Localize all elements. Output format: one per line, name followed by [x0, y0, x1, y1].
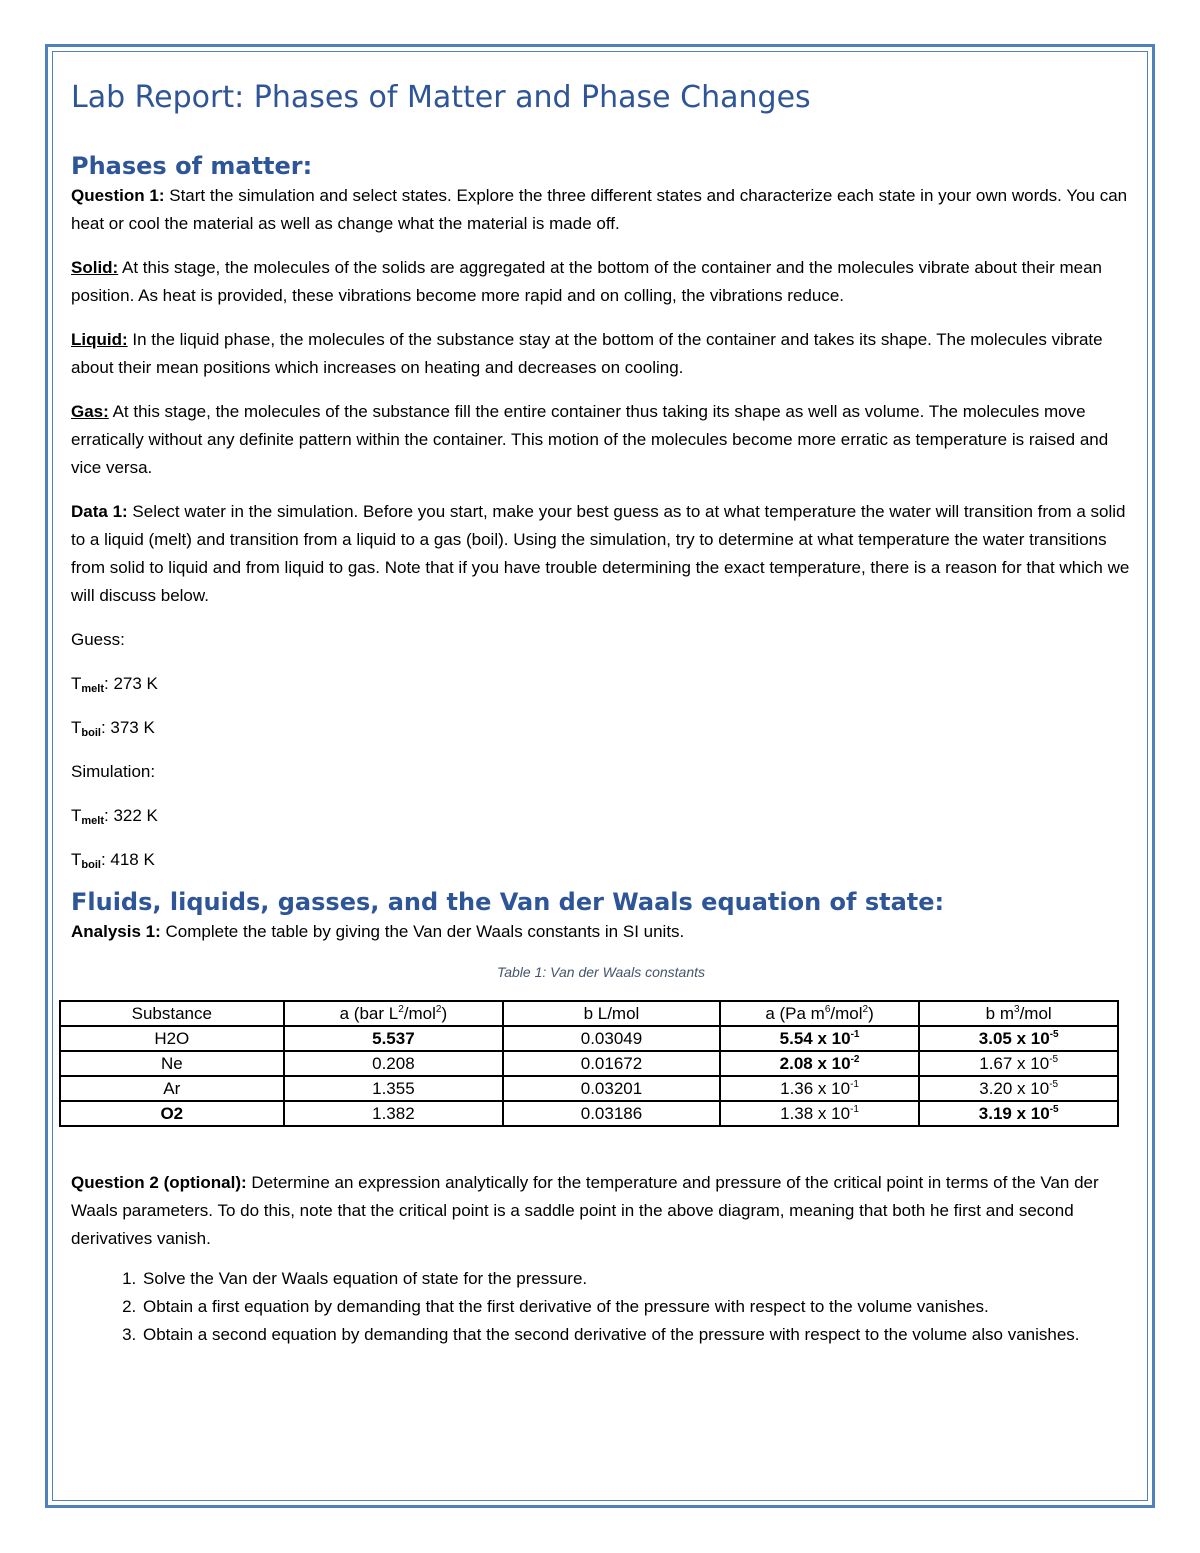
- cell-b-m: 3.20 x $10^{-5}$: [919, 1076, 1118, 1101]
- section-heading-phases: [71, 150, 1131, 182]
- t-symbol: T: [71, 718, 82, 737]
- cell-a-bar: 1.382: [284, 1101, 504, 1126]
- header-a-bar: a (bar $L^2/mol^2$): [284, 1001, 504, 1026]
- cell-a-bar: 1.355: [284, 1076, 504, 1101]
- boil-subscript: boil: [81, 859, 101, 871]
- boil-subscript: boil: [81, 727, 101, 739]
- solid-description: [71, 254, 1131, 310]
- guess-melt: [71, 670, 1131, 698]
- table-row: [60, 1076, 1118, 1101]
- heading-colon: :: [934, 888, 945, 916]
- header-b-l: b L/mol: [503, 1001, 720, 1026]
- gas-text: At this stage, the molecules of the substance fill the entire container thus taking its shape as well as volume. The molecules move erratically without any definite pattern within the container. This motion of the molecules become more erratic as temperature is raised and vice versa.: [71, 402, 1109, 477]
- gas-description: [71, 398, 1131, 482]
- header-substance: Substance: [60, 1001, 284, 1026]
- gas-label: Gas:: [71, 402, 109, 421]
- cell-b-l: 0.03049: [503, 1026, 720, 1051]
- solid-label: Solid:: [71, 258, 119, 277]
- liquid-text: In the liquid phase, the molecules of the substance stay at the bottom of the container and takes its shape. The molecules vibrate about their mean positions which increases on heating and decreases on cooling.: [71, 330, 1103, 377]
- liquid-label: Liquid:: [71, 330, 128, 349]
- table-caption: Table 1: Van der Waals constants: [496, 964, 706, 980]
- data-1-label: Data 1:: [71, 502, 128, 521]
- cell-substance: H2O: [60, 1026, 284, 1051]
- sim-boil-value: : 418 K: [100, 850, 155, 869]
- cell-b-m: 1.67 x $10^{-5}$: [919, 1051, 1118, 1076]
- guess-melt-value: : 273 K: [104, 674, 158, 693]
- solid-text: At this stage, the molecules of the solids are aggregated at the bottom of the container and the molecules vibrate about their mean position. As heat is provided, these vibrations become more rapid and on colling, the vibrations reduce.: [71, 258, 1102, 305]
- sim-boil: [71, 846, 1131, 874]
- simulation-label: Simulation:: [71, 762, 156, 781]
- steps-list: [71, 1265, 1131, 1349]
- question-1-label: Question 1:: [71, 186, 165, 205]
- list-item: 3. Obtain a second equation by demanding that the second derivative of the pressure with respect to the volume also vanishes.: [141, 1321, 1131, 1349]
- heading-colon: :: [302, 152, 313, 180]
- liquid-description: [71, 326, 1131, 382]
- vdw-constants-table: [59, 1000, 1119, 1127]
- cell-b-m: 3.05 x $10^{-5}$: [919, 1026, 1118, 1051]
- question-1: [71, 182, 1131, 238]
- analysis-1-label: Analysis 1:: [71, 922, 161, 941]
- t-symbol: T: [71, 674, 82, 693]
- cell-b-l: 0.03201: [503, 1076, 720, 1101]
- guess-boil-value: : 373 K: [100, 718, 155, 737]
- question-2-text: Determine an expression analytically for the temperature and pressure of the critical point in terms of the Van der Waals parameters. To do this, note that the critical point is a saddle point in the above diagram, meaning that both he first and second derivatives vanish.: [71, 1173, 1099, 1248]
- cell-b-l: 0.01672: [503, 1051, 720, 1076]
- cell-b-l: 0.03186: [503, 1101, 720, 1126]
- heading-text: Phases of matter: [71, 152, 303, 180]
- sim-melt: [71, 802, 1131, 830]
- cell-a-pa: 1.38 x $10^{-1}$: [720, 1101, 920, 1126]
- melt-subscript: melt: [81, 683, 105, 695]
- melt-subscript: melt: [81, 815, 105, 827]
- cell-a-bar: 0.208: [284, 1051, 504, 1076]
- header-a-pa: a (Pa $m^6/mol^2$): [720, 1001, 920, 1026]
- cell-a-pa: 5.54 x $10^{-1}$: [720, 1026, 920, 1051]
- cell-substance: Ar: [60, 1076, 284, 1101]
- analysis-1-text: Complete the table by giving the Van der Waals constants in SI units.: [160, 922, 685, 941]
- question-1-text: Start the simulation and select states. Explore the three different states and characterize each state in your own words. You can heat or cool the material as well as change what the material is made off.: [71, 186, 1128, 233]
- cell-a-bar: 5.537: [284, 1026, 504, 1051]
- header-b-m: b $m^3$/mol: [919, 1001, 1118, 1026]
- sim-melt-value: : 322 K: [104, 806, 158, 825]
- page-title: Lab Report: Phases of Matter and Phase Changes: [71, 80, 811, 115]
- list-item: 2. Obtain a first equation by demanding that the first derivative of the pressure with respect to the volume vanishes.: [141, 1293, 1131, 1321]
- t-symbol: T: [71, 806, 82, 825]
- table-row: [60, 1026, 1118, 1051]
- cell-a-pa: 2.08 x $10^{-2}$: [720, 1051, 920, 1076]
- t-symbol: T: [71, 850, 82, 869]
- question-2: [71, 1169, 1131, 1253]
- question-2-label: Question 2 (optional):: [71, 1173, 247, 1192]
- cell-a-pa: 1.36 x $10^{-1}$: [720, 1076, 920, 1101]
- guess-label: Guess:: [71, 630, 125, 649]
- section-heading-vdw: [71, 886, 1131, 918]
- table-row: [60, 1051, 1118, 1076]
- table-header-row: [60, 1001, 1118, 1026]
- cell-b-m: 3.19 x $10^{-5}$: [919, 1101, 1118, 1126]
- analysis-1: [71, 918, 1131, 946]
- data-1: [71, 498, 1131, 610]
- list-item: 1. Solve the Van der Waals equation of state for the pressure.: [141, 1265, 1131, 1293]
- cell-substance: O2: [60, 1101, 284, 1126]
- cell-substance: Ne: [60, 1051, 284, 1076]
- guess-boil: [71, 714, 1131, 742]
- table-row: [60, 1101, 1118, 1126]
- document-body: [71, 76, 1131, 1349]
- data-1-text: Select water in the simulation. Before you start, make your best guess as to at what temperature the water will transition from a solid to a liquid (melt) and transition from a liquid to a gas (boil). Using the simulation, try to determine at what temperature the water transitions from solid to liquid and from liquid to gas. Note that if you have trouble determining the exact temperature, there is a reason for that which we will discuss below.: [71, 502, 1130, 605]
- heading-text: Fluids, liquids, gasses, and the Van der Waals equation of state: [71, 888, 935, 916]
